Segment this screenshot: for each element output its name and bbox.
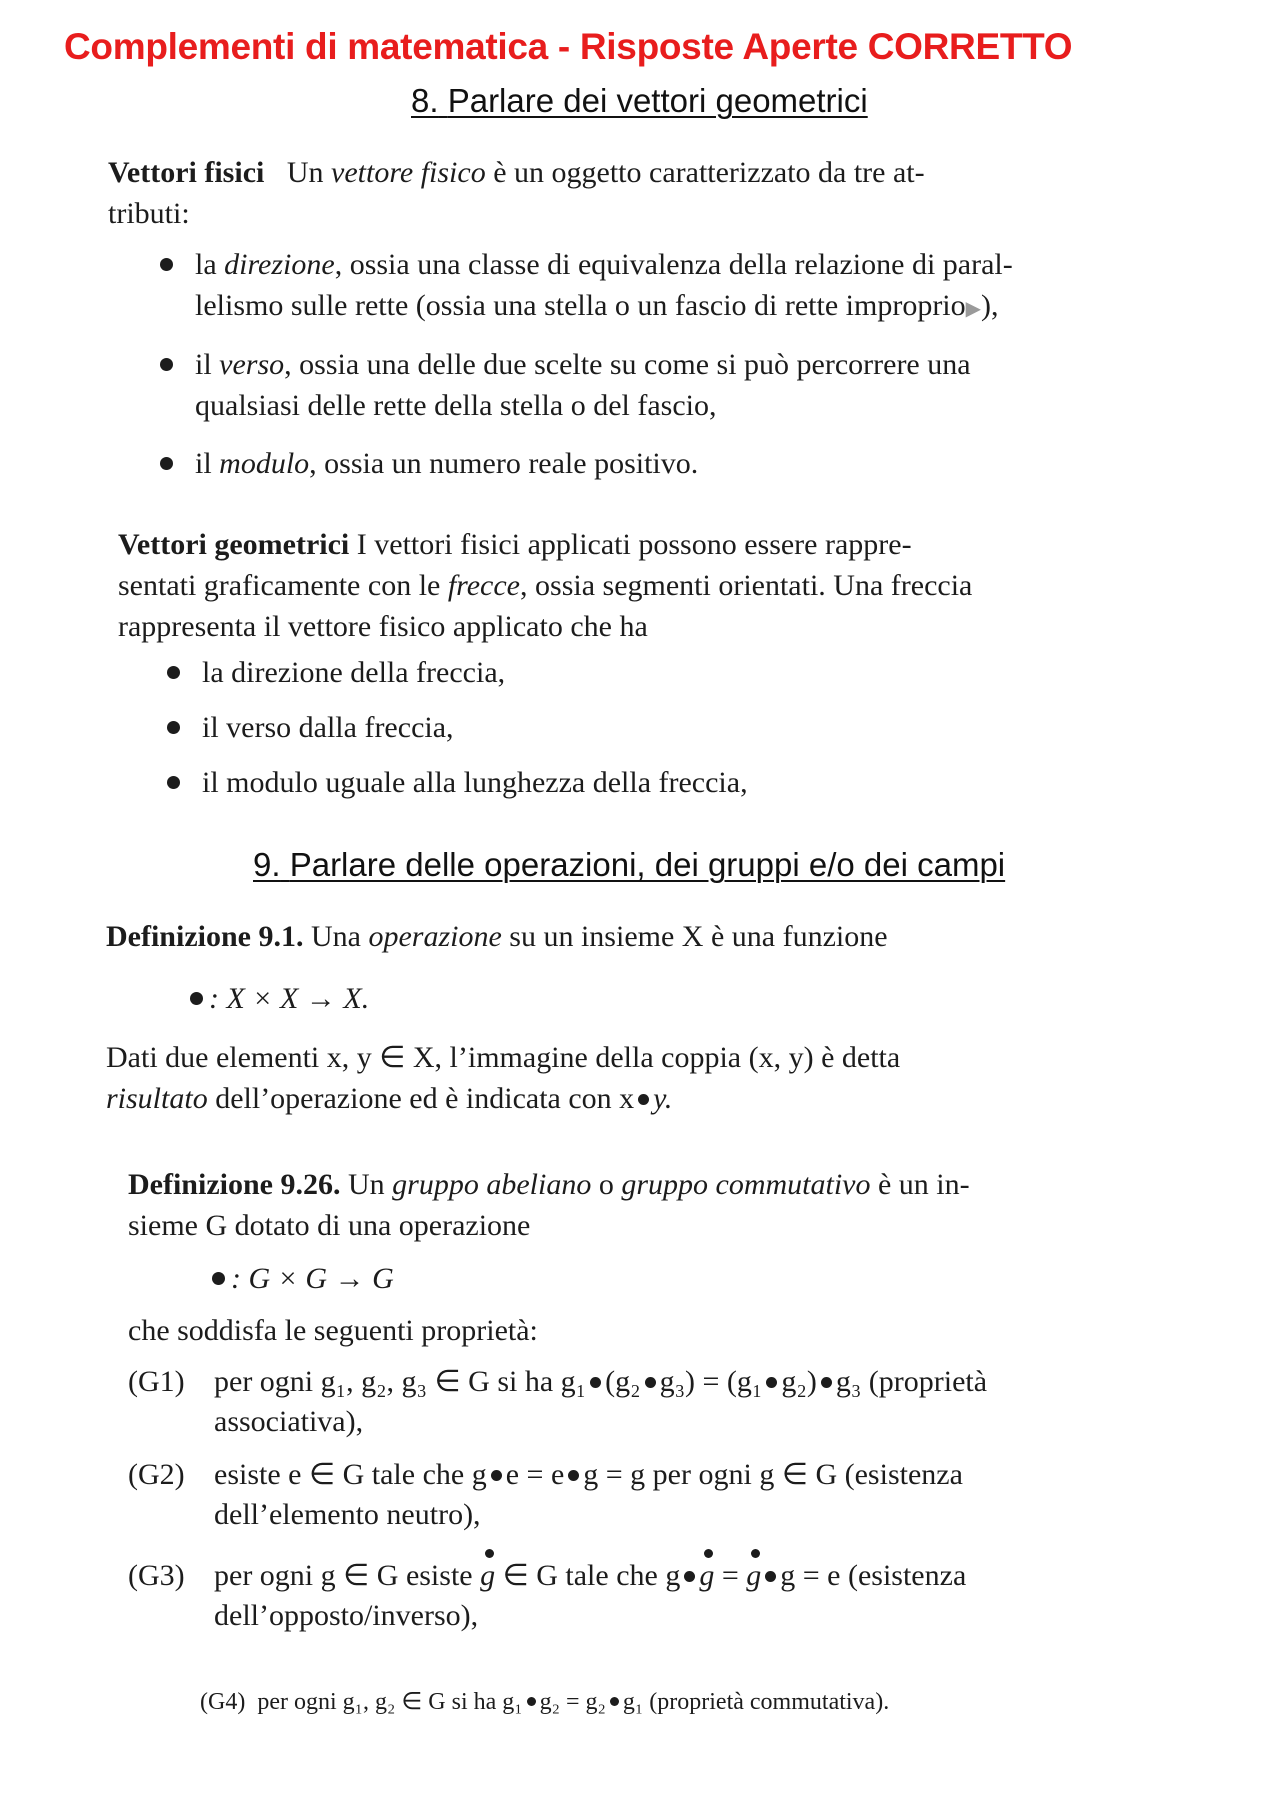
bullet-verso-freccia bbox=[167, 707, 454, 748]
text: il verso dalla freccia, bbox=[202, 711, 454, 744]
definizione-9-1-label: Definizione 9.1. bbox=[106, 920, 304, 953]
text: g₂ = g₂ bbox=[539, 1689, 606, 1715]
bullet-icon bbox=[160, 358, 173, 371]
bullet-direzione bbox=[160, 244, 1170, 285]
property-g2-cont bbox=[214, 1494, 481, 1535]
text: rappresenta il vettore fisico applicato che ha bbox=[118, 610, 648, 643]
bullet-operator-icon bbox=[765, 1571, 776, 1582]
g-dot-symbol: g bbox=[746, 1555, 761, 1596]
bullet-verso-cont bbox=[195, 385, 716, 426]
text-em: direzione bbox=[224, 248, 335, 281]
bullet-direzione-freccia bbox=[167, 652, 505, 693]
text: il modulo uguale alla lunghezza della freccia, bbox=[202, 766, 748, 799]
text: Una bbox=[303, 920, 369, 953]
bullet-operator-icon bbox=[821, 1377, 832, 1388]
text: il bbox=[195, 348, 220, 381]
text: g₃ (proprietà bbox=[835, 1365, 988, 1398]
vettori-fisici-label: Vettori fisici bbox=[108, 156, 265, 189]
text-em: modulo bbox=[219, 447, 310, 480]
section-8-number: 8. bbox=[411, 82, 439, 119]
page-title: Complementi di matematica - Risposte Aperte CORRETTO bbox=[64, 26, 1073, 67]
text-em: operazione bbox=[368, 920, 502, 953]
text: dell’elemento neutro), bbox=[214, 1498, 481, 1531]
triangle-right-icon: ▶ bbox=[965, 298, 982, 320]
definizione-9-26 bbox=[128, 1164, 1166, 1246]
text: per ogni g ∈ G esiste bbox=[214, 1559, 481, 1592]
text: , ossia segmenti orientati. Una freccia bbox=[520, 569, 973, 602]
text: è un in- bbox=[870, 1168, 970, 1201]
definizione-9-26-formula bbox=[212, 1258, 394, 1299]
section-9-heading bbox=[253, 846, 1005, 884]
text: dell’opposto/inverso), bbox=[214, 1599, 479, 1632]
text: dell’operazione ed è indicata con x bbox=[207, 1082, 635, 1115]
text: y. bbox=[653, 1082, 673, 1115]
bullet-operator-icon bbox=[491, 1470, 502, 1481]
text: I vettori fisici applicati possono essere rappre- bbox=[349, 528, 912, 561]
bullet-icon bbox=[160, 457, 173, 470]
bullet-modulo-freccia bbox=[167, 762, 748, 803]
bullet-operator-icon bbox=[190, 992, 203, 1005]
text: g = e (esistenza bbox=[780, 1559, 967, 1592]
text-em: risultato bbox=[106, 1082, 208, 1115]
text: Un bbox=[286, 156, 332, 189]
text: qualsiasi delle rette della stella o del fascio, bbox=[195, 389, 717, 422]
text: associativa), bbox=[214, 1405, 364, 1438]
section-9-title: Parlare delle operazioni, dei gruppi e/o dei campi bbox=[289, 846, 1006, 883]
g-dot-symbol: g bbox=[699, 1555, 714, 1596]
text: la bbox=[195, 248, 225, 281]
text: g₂) bbox=[781, 1365, 817, 1398]
bullet-icon bbox=[160, 258, 173, 271]
section-9-number: 9. bbox=[253, 846, 281, 883]
text: o bbox=[591, 1168, 622, 1201]
definizione-9-1-body bbox=[106, 1037, 1166, 1119]
property-g1 bbox=[128, 1361, 987, 1402]
bullet-operator-icon bbox=[645, 1377, 656, 1388]
bullet-modulo bbox=[160, 443, 698, 484]
text: per ogni g₁, g₂, g₃ ∈ G si ha g₁ bbox=[214, 1365, 587, 1398]
definizione-9-26-intro bbox=[128, 1310, 538, 1351]
text: , ossia un numero reale positivo. bbox=[309, 447, 699, 480]
property-g4 bbox=[200, 1687, 889, 1716]
text-em: gruppo commutativo bbox=[621, 1168, 871, 1201]
text: sentati graficamente con le bbox=[118, 569, 448, 602]
bullet-operator-icon bbox=[638, 1094, 649, 1105]
bullet-icon bbox=[167, 776, 180, 789]
property-g1-cont bbox=[214, 1401, 363, 1442]
vettori-geometrici-paragraph bbox=[118, 524, 1168, 647]
property-g3 bbox=[128, 1555, 966, 1596]
text: g₁ (proprietà commutativa). bbox=[622, 1689, 890, 1715]
bullet-operator-icon bbox=[527, 1697, 536, 1706]
bullet-operator-icon bbox=[568, 1470, 579, 1481]
text: g₃) = (g₁ bbox=[659, 1365, 763, 1398]
text: g = g per ogni g ∈ G (esistenza bbox=[583, 1458, 963, 1491]
text: il bbox=[195, 447, 220, 480]
text-em: vettore fisico bbox=[331, 156, 486, 189]
definizione-9-26-label: Definizione 9.26. bbox=[128, 1168, 341, 1201]
bullet-operator-icon bbox=[684, 1571, 695, 1582]
section-8-heading bbox=[411, 82, 868, 120]
text: Un bbox=[340, 1168, 393, 1201]
text-em: frecce bbox=[447, 569, 521, 602]
text: = bbox=[714, 1559, 747, 1592]
bullet-operator-icon bbox=[590, 1377, 601, 1388]
bullet-operator-icon bbox=[766, 1377, 777, 1388]
text-em: verso bbox=[219, 348, 285, 381]
property-g2 bbox=[128, 1454, 963, 1495]
text: , ossia una classe di equivalenza della relazione di paral- bbox=[334, 248, 1013, 281]
text: è un oggetto caratterizzato da tre at- bbox=[485, 156, 925, 189]
definizione-9-1-formula bbox=[190, 978, 369, 1019]
definizione-9-1 bbox=[106, 916, 888, 957]
text: ∈ G tale che g bbox=[495, 1559, 681, 1592]
text: lelismo sulle rette (ossia una stella o un fascio di rette improprio bbox=[195, 289, 966, 322]
text: su un insieme X è una funzione bbox=[501, 920, 888, 953]
g-dot-symbol: g bbox=[480, 1555, 495, 1596]
text: ), bbox=[981, 289, 999, 322]
formula: : X × X → X. bbox=[209, 982, 370, 1015]
property-label: (G2) bbox=[128, 1458, 185, 1491]
bullet-operator-icon bbox=[610, 1697, 619, 1706]
text: Dati due elementi x, y ∈ X, l’immagine della coppia (x, y) è detta bbox=[106, 1041, 901, 1074]
property-label: (G4) bbox=[200, 1689, 246, 1715]
property-label: (G1) bbox=[128, 1365, 185, 1398]
text: sieme G dotato di una operazione bbox=[128, 1209, 531, 1242]
vettori-geometrici-label: Vettori geometrici bbox=[118, 528, 350, 561]
formula: : G × G → G bbox=[231, 1262, 394, 1295]
text: la direzione della freccia, bbox=[202, 656, 506, 689]
section-8-title: Parlare dei vettori geometrici bbox=[447, 82, 868, 119]
property-label: (G3) bbox=[128, 1559, 185, 1592]
text: (g₂ bbox=[605, 1365, 641, 1398]
text: tributi: bbox=[108, 197, 190, 230]
text: e = e bbox=[505, 1458, 565, 1491]
text: esiste e ∈ G tale che g bbox=[214, 1458, 487, 1491]
bullet-verso bbox=[160, 344, 1170, 385]
text-em: gruppo abeliano bbox=[392, 1168, 592, 1201]
text: per ogni g₁, g₂ ∈ G si ha g₁ bbox=[257, 1689, 523, 1715]
bullet-icon bbox=[167, 666, 180, 679]
bullet-operator-icon bbox=[212, 1272, 225, 1285]
property-g3-cont bbox=[214, 1595, 478, 1636]
text: , ossia una delle due scelte su come si può percorrere una bbox=[284, 348, 971, 381]
bullet-icon bbox=[167, 721, 180, 734]
text: che soddisfa le seguenti proprietà: bbox=[128, 1314, 538, 1347]
bullet-direzione-cont bbox=[195, 285, 999, 330]
vettori-fisici-paragraph bbox=[108, 152, 1168, 234]
